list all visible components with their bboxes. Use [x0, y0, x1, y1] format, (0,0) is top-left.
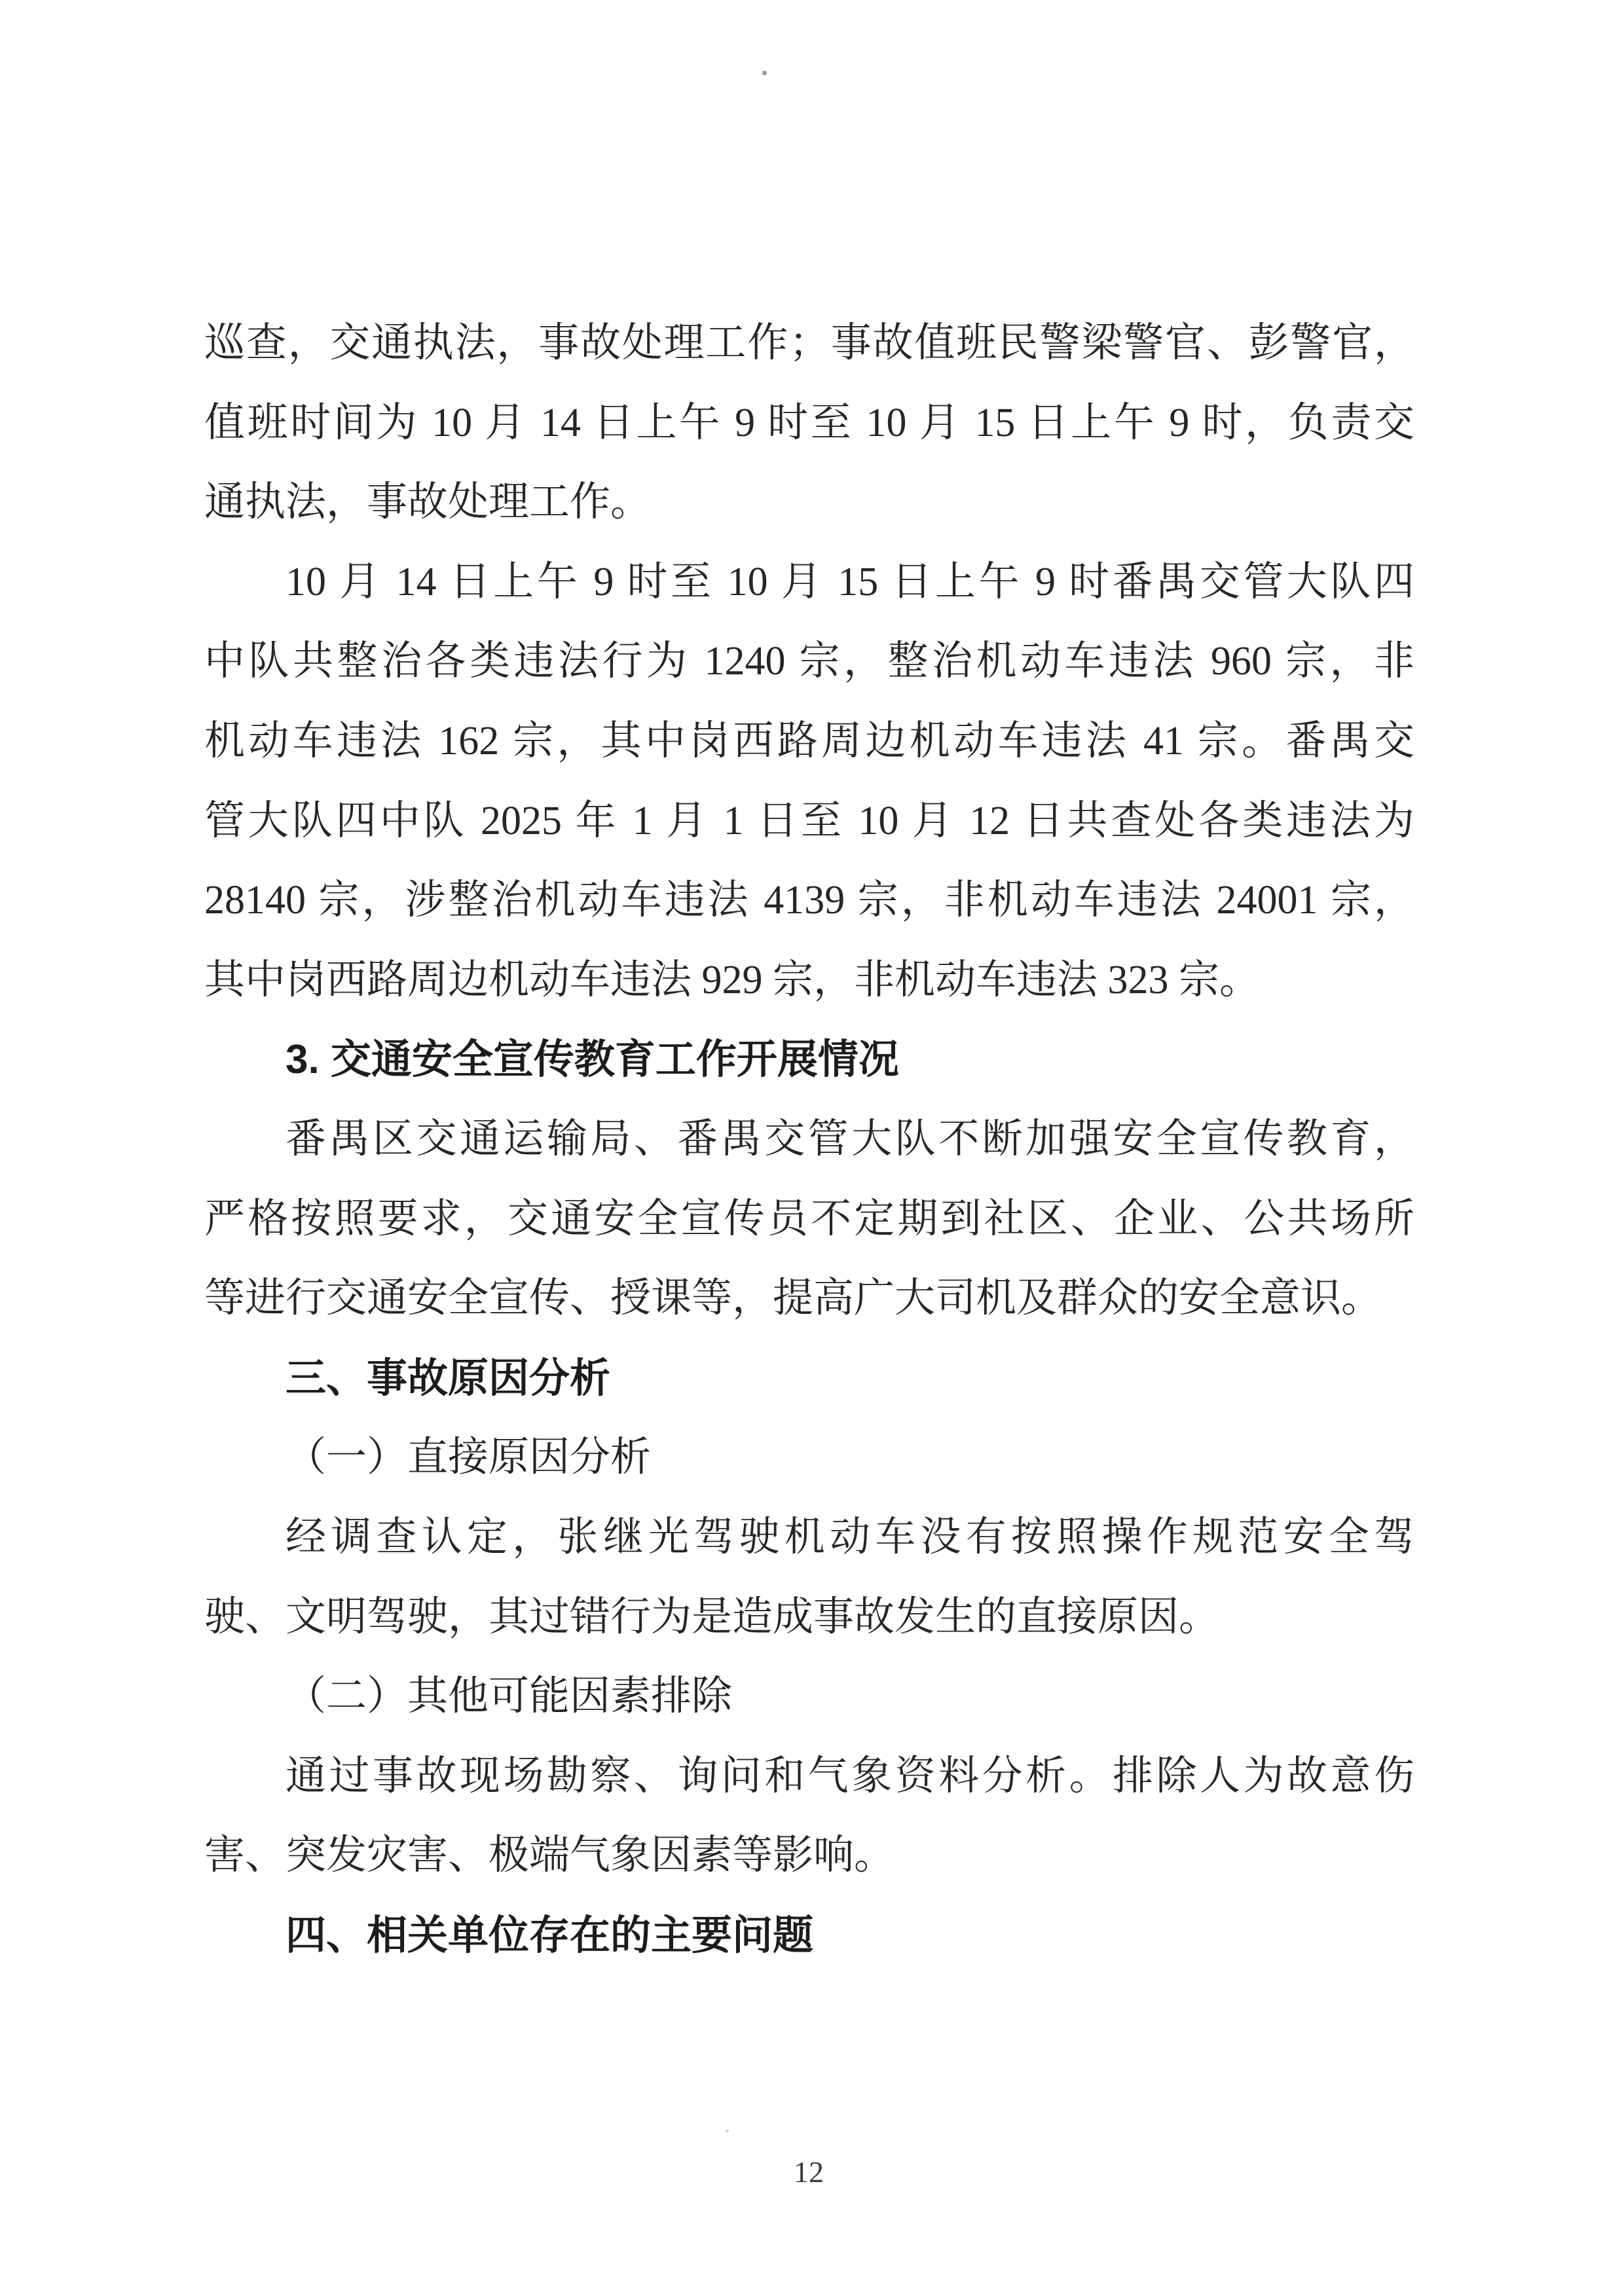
paragraph-line: 管大队四中队 2025 年 1 月 1 日至 10 月 12 日共查处各类违法为: [204, 798, 1414, 843]
paragraph-line: 等进行交通安全宣传、授课等，提高广大司机及群众的安全意识。: [204, 1276, 1382, 1321]
paragraph-line: 10 月 14 日上午 9 时至 10 月 15 日上午 9 时番禺交管大队四: [286, 559, 1414, 604]
paragraph-line: 通执法，事故处理工作。: [204, 480, 652, 525]
paragraph-line: 中队共整治各类违法行为 1240 宗，整治机动车违法 960 宗，非: [204, 639, 1414, 684]
scan-speck: [762, 71, 767, 75]
paragraph-line: 严格按照要求，交通安全宣传员不定期到社区、企业、公共场所: [204, 1196, 1414, 1241]
scan-speck: [726, 2129, 729, 2132]
subheading-direct-cause: （一）直接原因分析: [286, 1435, 652, 1480]
page-number: 12: [794, 2155, 824, 2189]
section-heading-related-units: 四、相关单位存在的主要问题: [286, 1912, 814, 1958]
paragraph-line: 28140 宗，涉整治机动车违法 4139 宗，非机动车违法 24001 宗，: [204, 878, 1414, 923]
paragraph-line: 值班时间为 10 月 14 日上午 9 时至 10 月 15 日上午 9 时，负责交: [204, 400, 1414, 445]
paragraph-line: 驶、文明驾驶，其过错行为是造成事故发生的直接原因。: [204, 1594, 1220, 1639]
paragraph-line: 通过事故现场勘察、询问和气象资料分析。排除人为故意伤: [286, 1753, 1414, 1798]
section-heading-cause-analysis: 三、事故原因分析: [286, 1355, 611, 1401]
paragraph-line: 巡查，交通执法，事故处理工作；事故值班民警梁警官、彭警官，: [204, 321, 1414, 365]
paragraph-line: 害、突发灾害、极端气象因素等影响。: [204, 1833, 895, 1878]
paragraph-line: 其中岗西路周边机动车违法 929 宗，非机动车违法 323 宗。: [204, 957, 1261, 1002]
paragraph-line: 经调查认定，张继光驾驶机动车没有按照操作规范安全驾: [286, 1514, 1414, 1559]
document-body: [204, 304, 1414, 1975]
paragraph-line: 番禺区交通运输局、番禺交管大队不断加强安全宣传教育，: [286, 1116, 1414, 1161]
subsection-heading-publicity: 3. 交通安全宣传教育工作开展情况: [286, 1037, 899, 1083]
paragraph-line: 机动车违法 162 宗，其中岗西路周边机动车违法 41 宗。番禺交: [204, 718, 1414, 763]
subheading-other-factors: （二）其他可能因素排除: [286, 1674, 733, 1719]
